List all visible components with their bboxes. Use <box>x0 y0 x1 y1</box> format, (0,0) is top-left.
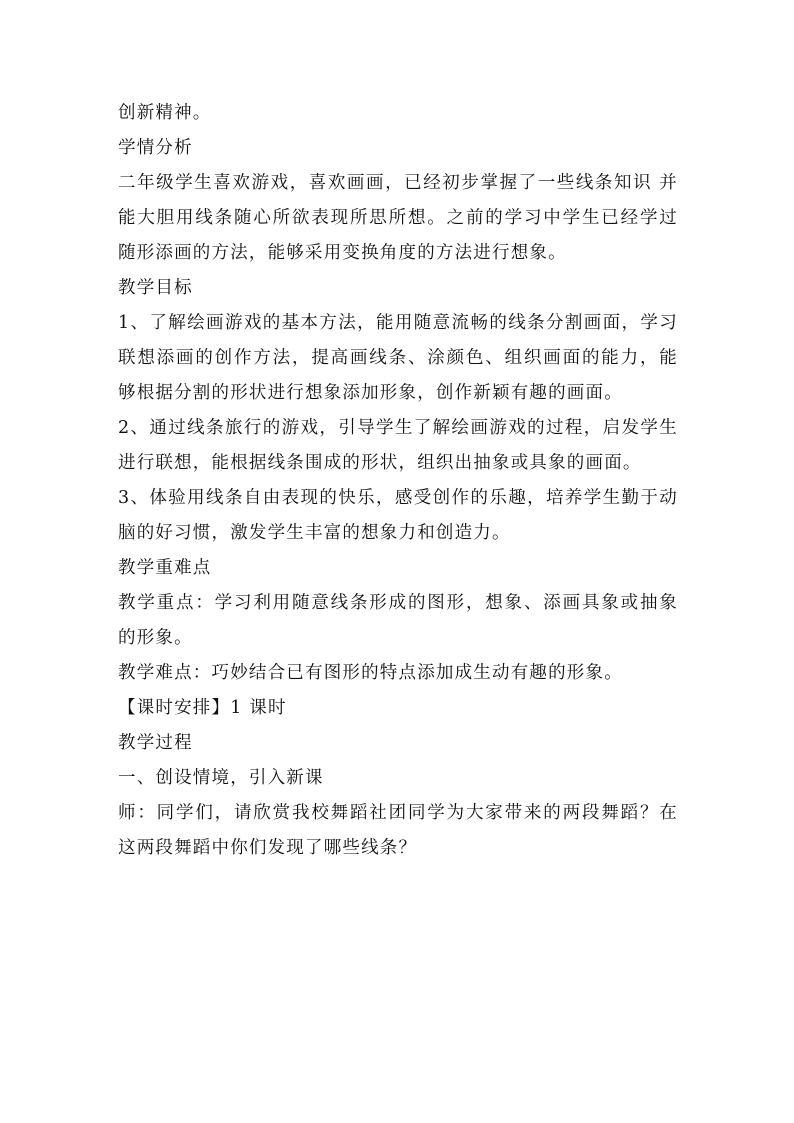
paragraph-student-analysis: 二年级学生喜欢游戏，喜欢画画，已经初步掌握了一些线条知识 并能大胆用线条随心所欲表现所思所想。之前的学习中学生已经学过随形添画的方法，能够采用变换角度的方法进行想象。 <box>118 173 678 263</box>
heading-key-difficult-points: 教学重难点 <box>118 558 212 578</box>
document-page <box>118 96 678 866</box>
heading-teaching-process: 教学过程 <box>118 733 193 753</box>
heading-section-one: 一、创设情境，引入新课 <box>118 768 324 788</box>
paragraph-class-arrangement: 【课时安排】1 课时 <box>118 698 287 718</box>
paragraph-goal-2: 2、通过线条旅行的游戏，引导学生了解绘画游戏的过程，启发学生进行联想，能根据线条围成的形状，组织出抽象或具象的画面。 <box>118 418 678 473</box>
paragraph-key-point: 教学重点：学习利用随意线条形成的图形，想象、添画具象或抽象的形象。 <box>118 593 678 648</box>
heading-teaching-goals: 教学目标 <box>118 278 193 298</box>
paragraph-difficult-point: 教学难点：巧妙结合已有图形的特点添加成生动有趣的形象。 <box>118 663 623 683</box>
paragraph-goal-1: 1、了解绘画游戏的基本方法，能用随意流畅的线条分割画面，学习联想添画的创作方法，提高画线条、涂颜色、组织画面的能力，能够根据分割的形状进行想象添加形象，创作新颖有趣的画面。 <box>118 313 678 403</box>
paragraph-teacher-question: 师：同学们，请欣赏我校舞蹈社团同学为大家带来的两段舞蹈？在这两段舞蹈中你们发现了哪些线条？ <box>118 803 678 858</box>
paragraph-goal-3: 3、体验用线条自由表现的快乐，感受创作的乐趣，培养学生勤于动脑的好习惯，激发学生丰富的想象力和创造力。 <box>118 488 678 543</box>
paragraph-intro-end: 创新精神。 <box>118 103 212 123</box>
heading-student-analysis: 学情分析 <box>118 138 193 158</box>
